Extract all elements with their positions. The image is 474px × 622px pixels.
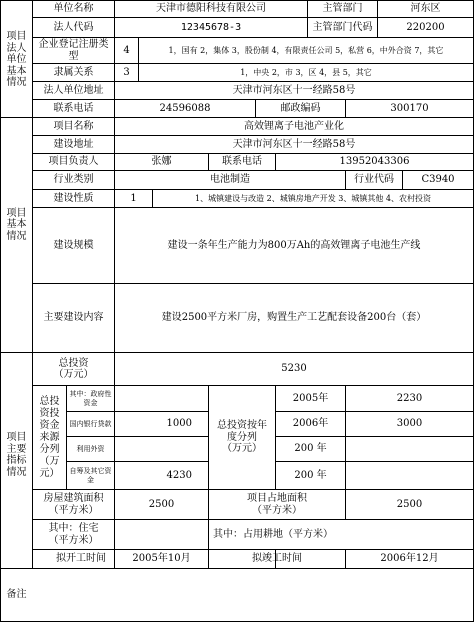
legal-section-label: 项目 法人 单位 基本 情况	[6, 31, 27, 89]
leader: 张娜	[151, 156, 172, 168]
finish-date: 2006年12月	[380, 553, 439, 565]
indicators-section-label: 项目 主要 指标 情况	[6, 432, 27, 478]
source-self-value: 4230	[166, 469, 192, 481]
postcode: 300170	[390, 102, 429, 114]
postcode-label: 邮政编码	[280, 102, 321, 114]
farmland-label: 其中：占用耕地（平方米）	[213, 528, 333, 540]
legal-code: 12345678-3	[180, 21, 242, 33]
industry: 电池制造	[210, 174, 250, 186]
year-4: 200 年	[294, 469, 327, 481]
floor-area-label: 房屋建筑面积 （平方米）	[43, 493, 104, 516]
site-label: 建设地址	[53, 138, 94, 150]
nature-options: 1、城镇建设与改造 2、城镇房地产开发 3、城镇其他 4、农村投资	[195, 193, 431, 203]
housing	[115, 520, 208, 549]
legal-code-label: 法人代码	[53, 21, 94, 33]
industry-code: C3940	[421, 174, 455, 186]
year-2: 2006年	[292, 418, 329, 430]
start-date: 2005年10月	[132, 553, 191, 565]
affiliation-options: 1，中央 2，市 3，区 4，县 5，其它	[240, 67, 372, 77]
land-area-label: 项目占地面积 （平方米）	[247, 493, 307, 516]
leader-label: 项目负责人	[48, 156, 99, 168]
affiliation-label: 隶属关系	[53, 66, 94, 78]
year-4-value	[346, 462, 473, 489]
source-foreign-label: 利用外资	[76, 444, 105, 453]
address: 天津市河东区十一经路58号	[232, 84, 356, 96]
affiliation-value: 3	[123, 66, 130, 78]
project-section-label: 项目 基本 情况	[6, 207, 27, 242]
year-1-value: 2230	[396, 392, 423, 404]
content: 建设2500平方米厂房，购置生产工艺配套设备200台（套）	[161, 312, 427, 324]
dept-code: 220200	[406, 21, 445, 33]
source-bank-value: 1000	[166, 418, 192, 430]
source-gov-value	[115, 386, 208, 411]
site: 天津市河东区十一经路58号	[232, 138, 356, 150]
unit-name: 天津市德阳科技有限公司	[156, 3, 266, 15]
content-label: 主要建设内容	[43, 312, 104, 324]
competent-dept-label: 主管部门	[322, 3, 363, 15]
industry-label: 行业类别	[53, 174, 94, 186]
enterprise-type-label: 企业登记注册类型	[38, 39, 109, 62]
dept-code-label: 主管部门代码	[312, 21, 373, 33]
year-3-value	[346, 437, 473, 461]
enterprise-type-value: 4	[123, 44, 130, 56]
total-invest: 5230	[281, 363, 307, 375]
address-label: 法人单位地址	[43, 84, 104, 96]
housing-label: 其中：住宅 （平方米）	[48, 523, 99, 546]
unit-name-label: 单位名称	[53, 3, 94, 15]
industry-code-label: 行业代码	[354, 174, 394, 186]
nature-value: 1	[130, 192, 137, 204]
floor-area: 2500	[148, 498, 175, 510]
contact-label: 联系电话	[222, 156, 262, 168]
project-name-label: 项目名称	[53, 120, 94, 132]
project-name: 高效锂离子电池产业化	[244, 120, 344, 132]
phone: 24596088	[159, 102, 211, 114]
source-self-label: 自筹及其它资金	[69, 467, 112, 484]
start-label: 拟开工时间	[56, 553, 106, 565]
competent-dept: 河东区	[410, 3, 441, 15]
year-1: 2005年	[292, 392, 329, 404]
scale: 建设一条年生产能力为800万Ah的高效锂离子电池生产线	[167, 239, 421, 251]
total-invest-label: 总投资 （万元）	[53, 357, 94, 380]
source-bank-label: 国内银行贷款	[69, 419, 112, 428]
source-label: 总投 资投 资金 来源 分列 （万 元）	[39, 395, 60, 479]
source-gov-label: 其中：政府性资金	[69, 390, 112, 407]
enterprise-type-options: 1，国有 2，集体 3，股份制 4，有限责任公司 5，私营 6，中外合资 7，其它	[168, 45, 444, 55]
year-2-value: 3000	[396, 418, 423, 430]
scale-label: 建设规模	[53, 239, 94, 251]
annual-label: 总投资按年 度分列 （万元）	[217, 420, 267, 455]
phone-label: 联系电话	[53, 102, 94, 114]
land-area: 2500	[396, 498, 423, 510]
contact: 13952043306	[339, 156, 410, 168]
source-foreign-value	[115, 437, 208, 461]
year-3: 200 年	[294, 443, 327, 455]
remarks-field[interactable]	[33, 569, 473, 621]
finish-label: 拟竣工时间	[252, 553, 302, 565]
remarks-label: 备注	[6, 589, 27, 601]
nature-label: 建设性质	[53, 192, 94, 204]
